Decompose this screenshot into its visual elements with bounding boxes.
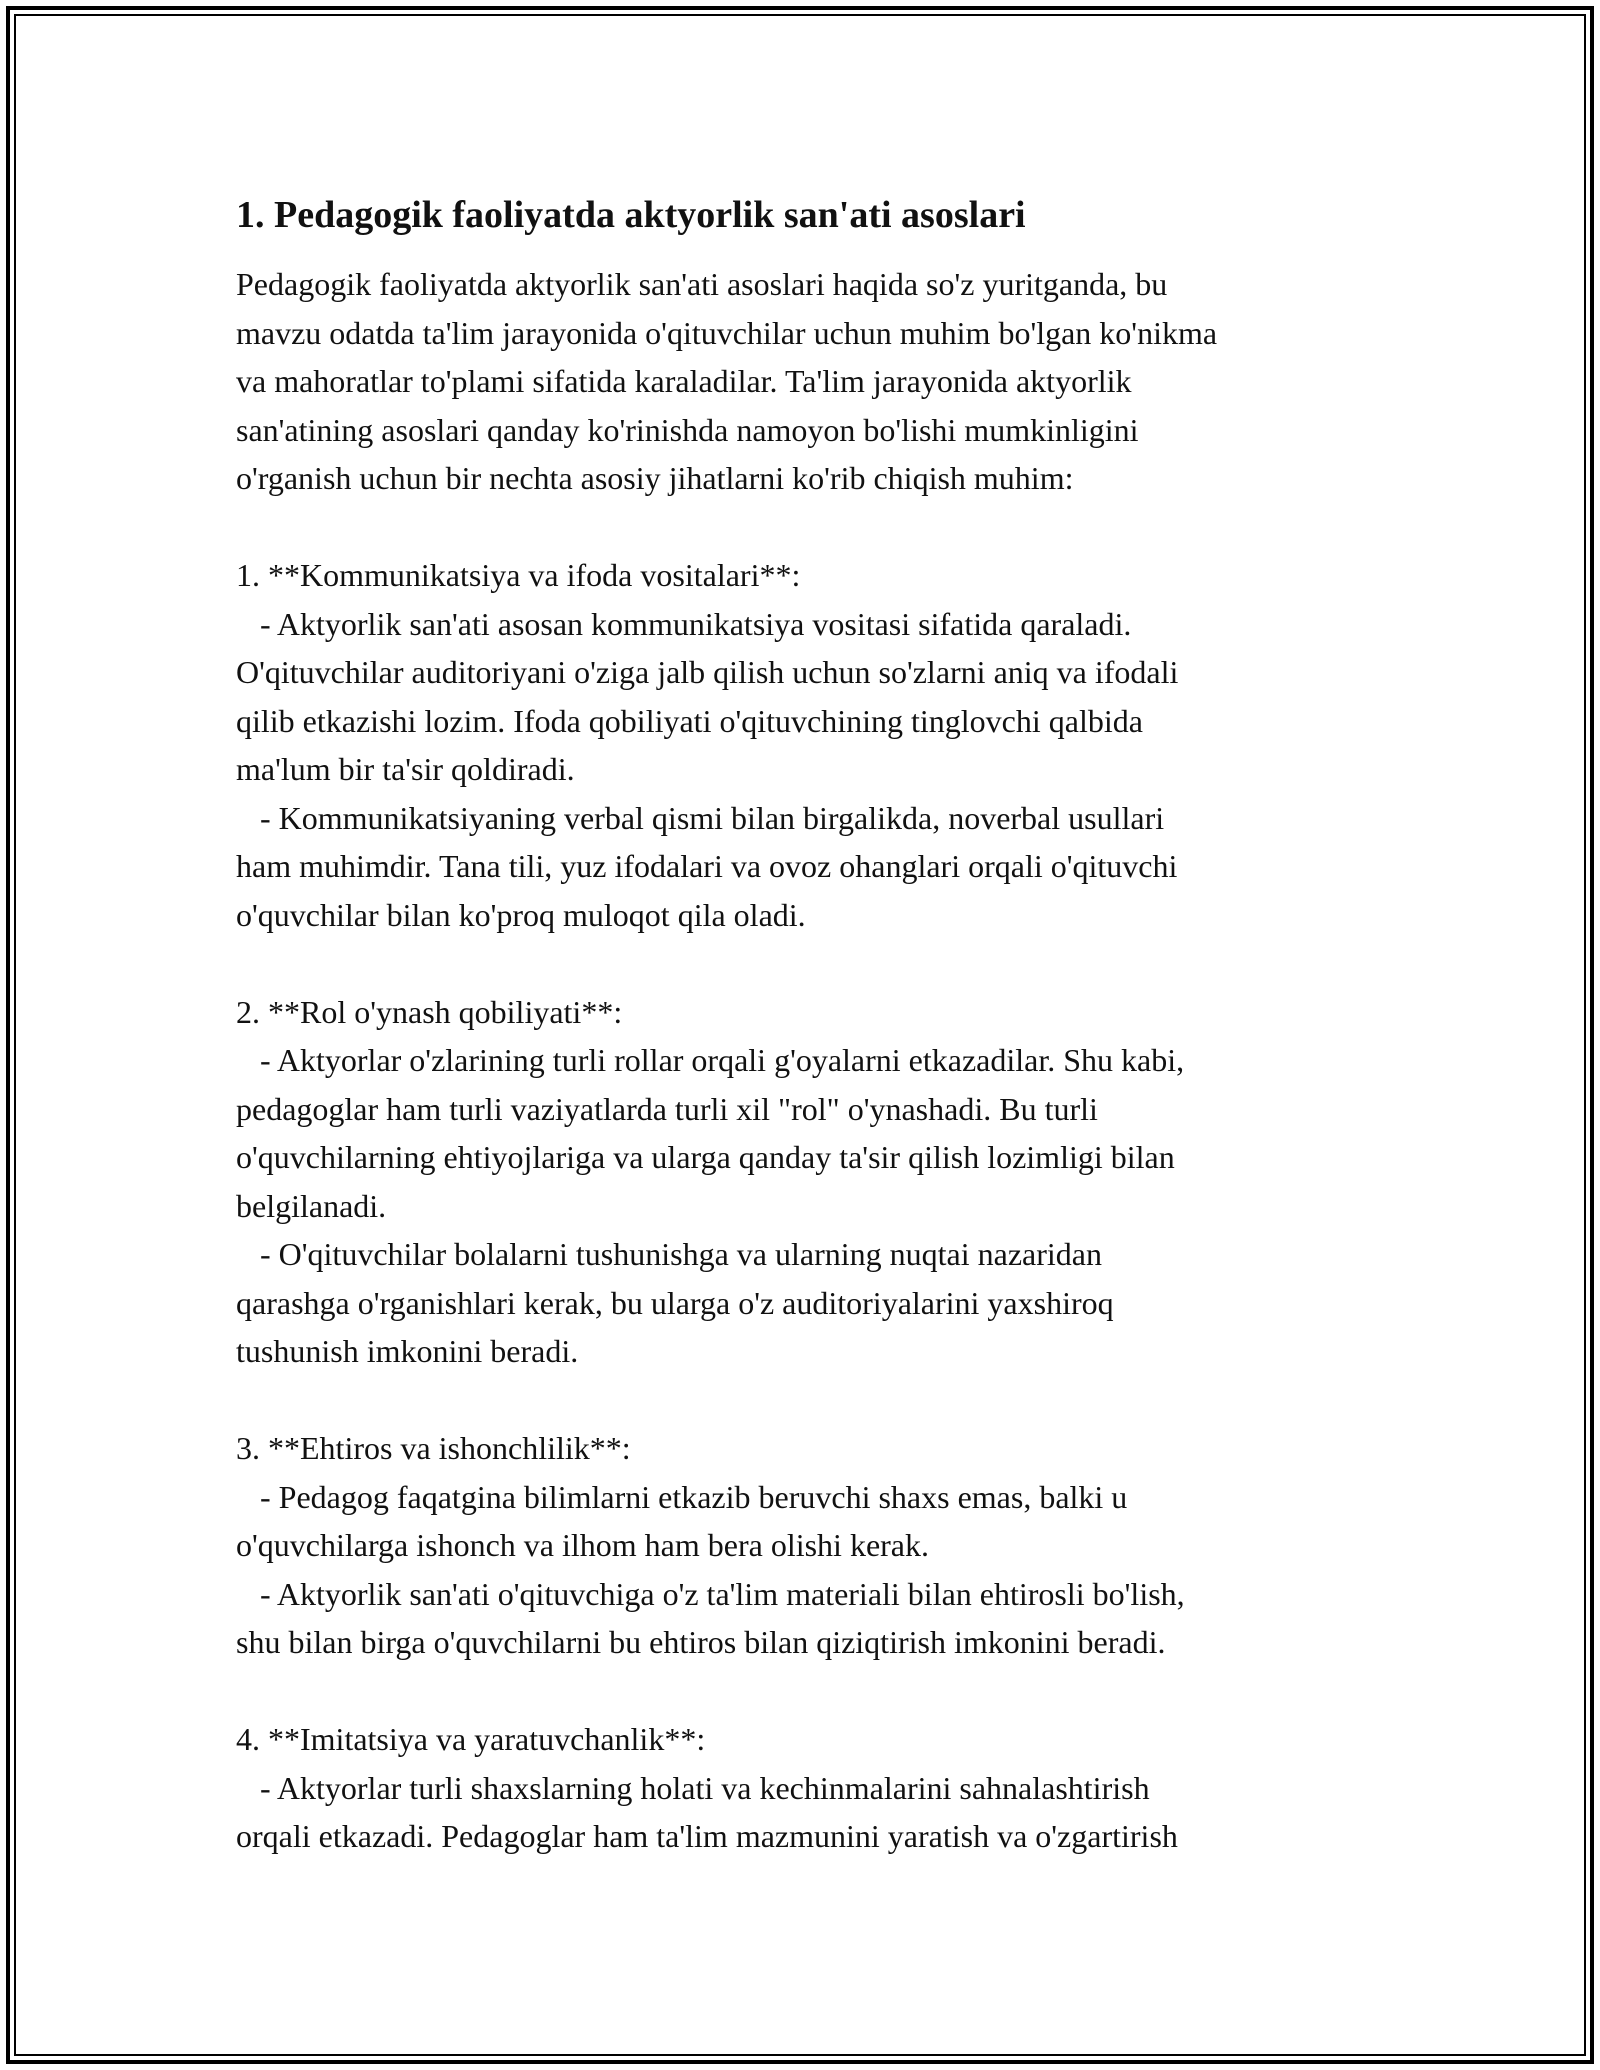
text-line: 4. **Imitatsiya va yaratuvchanlik**:: [236, 1721, 706, 1757]
text-line: mavzu odatda ta'lim jarayonida o'qituvchilar uchun muhim bo'lgan ko'nikma: [236, 314, 1218, 351]
text-line: o'quvchilar bilan ko'proq muloqot qila oladi.: [236, 896, 806, 933]
text-line: O'qituvchilar auditoriyani o'ziga jalb qilish uchun so'zlarni aniq va ifodali: [236, 654, 1179, 690]
text-line: o'quvchilarning ehtiyojlariga va ularga qanday ta'sir qilish lozimligi bilan: [236, 1139, 1175, 1175]
text-line: - Aktyorlar turli shaxslarning holati va kechinmalarini sahnalashtirish: [236, 1769, 1150, 1806]
document-body: [236, 260, 1376, 1861]
text-line: tushunish imkonini beradi.: [236, 1333, 579, 1369]
blank-line: [236, 503, 1376, 552]
text-line: va mahoratlar to'plami sifatida karaladilar. Ta'lim jarayonida aktyorlik: [236, 363, 1132, 399]
text-line: - Pedagog faqatgina bilimlarni etkazib beruvchi shaxs emas, balki u: [236, 1478, 1128, 1515]
text-line: ham muhimdir. Tana tili, yuz ifodalari va ovoz ohanglari orqali o'qituvchi: [236, 848, 1178, 884]
text-line: qarashga o'rganishlari kerak, bu ularga o'z auditoriyalarini yaxshiroq: [236, 1284, 1114, 1321]
text-line: 1. **Kommunikatsiya va ifoda vositalari**:: [236, 557, 801, 593]
text-line: ma'lum bir ta'sir qoldiradi.: [236, 751, 575, 787]
text-line: o'quvchilarga ishonch va ilhom ham bera olishi kerak.: [236, 1527, 929, 1563]
text-line: - Aktyorlik san'ati o'qituvchiga o'z ta'lim materiali bilan ehtirosli bo'lish,: [236, 1575, 1185, 1612]
text-line: - Aktyorlik san'ati asosan kommunikatsiya vositasi sifatida qaraladi.: [236, 605, 1132, 642]
text-line: qilib etkazishi lozim. Ifoda qobiliyati o'qituvchining tinglovchi qalbida: [236, 702, 1143, 739]
text-line: belgilanadi.: [236, 1187, 387, 1224]
text-line: Pedagogik faoliyatda aktyorlik san'ati asoslari haqida so'z yuritganda, bu: [236, 266, 1168, 302]
blank-line: [236, 1667, 1376, 1716]
text-line: o'rganish uchun bir nechta asosiy jihatlarni ko'rib chiqish muhim:: [236, 460, 1074, 496]
blank-line: [236, 939, 1376, 988]
blank-line: [236, 1376, 1376, 1425]
text-line: - Aktyorlar o'zlarining turli rollar orqali g'oyalarni etkazadilar. Shu kabi,: [236, 1042, 1185, 1078]
text-line: - O'qituvchilar bolalarni tushunishga va ularning nuqtai nazaridan: [236, 1236, 1102, 1272]
text-line: pedagoglar ham turli vaziyatlarda turli xil "rol" o'ynashadi. Bu turli: [236, 1090, 1098, 1127]
document-page: [236, 190, 1376, 1861]
text-line: shu bilan birga o'quvchilarni bu ehtiros bilan qiziqtirish imkonini beradi.: [236, 1624, 1166, 1660]
document-title: 1. Pedagogik faoliyatda aktyorlik san'ati asoslari: [236, 194, 1026, 236]
text-line: - Kommunikatsiyaning verbal qismi bilan birgalikda, noverbal usullari: [236, 799, 1165, 836]
text-line: san'atining asoslari qanday ko'rinishda namoyon bo'lishi mumkinligini: [236, 411, 1139, 448]
text-line: 3. **Ehtiros va ishonchlilik**:: [236, 1430, 631, 1466]
text-line: 2. **Rol o'ynash qobiliyati**:: [236, 993, 623, 1030]
text-line: orqali etkazadi. Pedagoglar ham ta'lim mazmunini yaratish va o'zgartirish: [236, 1818, 1178, 1854]
